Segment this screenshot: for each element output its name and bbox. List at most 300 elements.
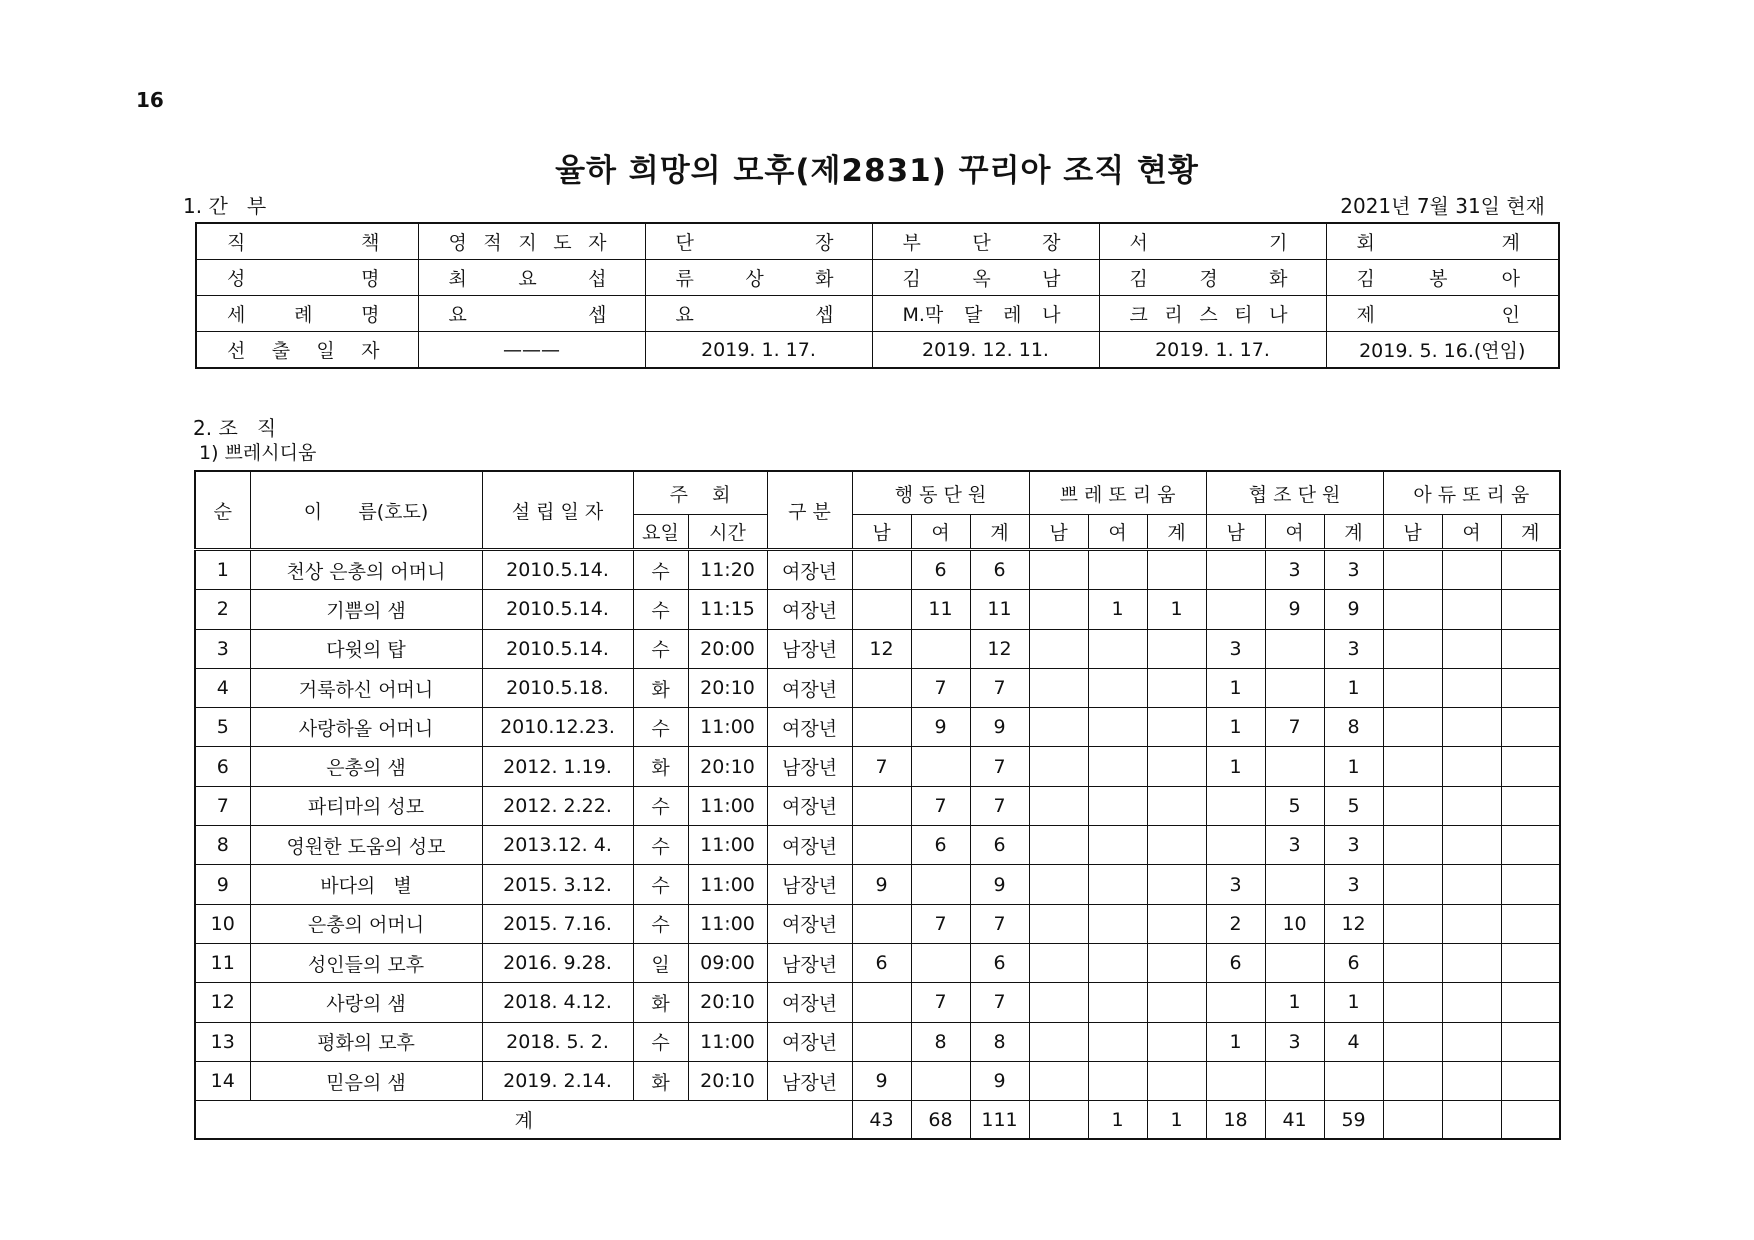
table-cell: 20:10 [688,983,767,1022]
table-cell [1501,590,1560,629]
table-cell [1265,629,1324,668]
officers-election-date-row [196,332,1559,369]
table-cell [1088,747,1147,786]
total-cell: 111 [970,1101,1029,1140]
table-cell [1442,943,1501,982]
table-cell: 3 [1324,826,1383,865]
table-cell: 2013.12. 4. [482,826,633,865]
table-cell: 4 [195,668,250,707]
table-cell [1265,1061,1324,1100]
table-row [195,550,1560,590]
table-cell [1147,668,1206,707]
officers-cell: 요 셉 [418,296,645,332]
total-cell [1442,1101,1501,1140]
table-cell [911,865,970,904]
table-cell [1029,550,1088,590]
table-cell: 3 [1206,629,1265,668]
table-cell [1029,747,1088,786]
table-row [195,786,1560,825]
table-cell: 다윗의 탑 [250,629,482,668]
table-cell [1147,786,1206,825]
table-row [195,904,1560,943]
table-cell [1383,865,1442,904]
table-cell: 은총의 어머니 [250,904,482,943]
table-cell [1501,668,1560,707]
table-cell [1147,708,1206,747]
table-cell [1029,786,1088,825]
officers-table [195,222,1560,369]
header-sub-total: 계 [970,515,1029,550]
table-cell [1206,1061,1265,1100]
table-cell [1383,786,1442,825]
officers-cell: 김 옥 남 [872,260,1099,296]
table-cell [1501,904,1560,943]
total-cell: 41 [1265,1101,1324,1140]
officers-cell: 요 셉 [645,296,872,332]
table-cell: 2019. 2.14. [482,1061,633,1100]
table-cell [1383,904,1442,943]
table-cell [1265,668,1324,707]
table-cell: 화 [633,668,688,707]
table-cell: 바다의 별 [250,865,482,904]
header-sub-female: 여 [1265,515,1324,550]
table-cell: 사랑의 샘 [250,983,482,1022]
table-cell: 2018. 4.12. [482,983,633,1022]
table-cell [852,1022,911,1061]
praesidium-table [194,470,1561,1140]
table-cell [1501,1061,1560,1100]
table-cell [1029,1061,1088,1100]
table-cell: 11:00 [688,904,767,943]
table-cell: 11:20 [688,550,767,590]
officers-cell: 영 적 지 도 자 [418,223,645,260]
officers-cell: 2019. 12. 11. [872,332,1099,369]
table-cell [1442,786,1501,825]
table-cell: 믿음의 샘 [250,1061,482,1100]
table-cell: 3 [1265,1022,1324,1061]
table-cell [1206,786,1265,825]
table-cell: 7 [970,904,1029,943]
officers-row-label: 성 명 [196,260,418,296]
table-cell [1147,983,1206,1022]
officers-row-label: 세 례 명 [196,296,418,332]
total-cell: 68 [911,1101,970,1140]
table-cell: 7 [1265,708,1324,747]
table-cell: 6 [852,943,911,982]
table-row [195,1022,1560,1061]
table-cell: 남장년 [767,865,852,904]
table-cell: 여장년 [767,904,852,943]
officers-cell: 김 경 화 [1099,260,1326,296]
table-cell [852,708,911,747]
table-cell: 20:10 [688,1061,767,1100]
table-cell: 1 [1324,983,1383,1022]
header-sub-total: 계 [1324,515,1383,550]
table-row [195,865,1560,904]
table-cell: 7 [970,786,1029,825]
officers-cell: 2019. 1. 17. [645,332,872,369]
table-cell: 1 [1147,590,1206,629]
table-cell: 수 [633,826,688,865]
table-cell [1383,590,1442,629]
table-cell [1029,668,1088,707]
table-cell [911,747,970,786]
table-cell [1501,983,1560,1022]
table-cell [1501,629,1560,668]
table-cell: 2012. 1.19. [482,747,633,786]
table-cell: 8 [970,1022,1029,1061]
officers-name-row [196,260,1559,296]
header-founded: 설 립 일 자 [482,471,633,550]
table-cell: 9 [852,1061,911,1100]
table-cell [911,629,970,668]
table-cell: 여장년 [767,590,852,629]
table-cell: 10 [195,904,250,943]
table-cell: 3 [1265,826,1324,865]
header-time: 시간 [688,515,767,550]
total-cell: 43 [852,1101,911,1140]
officers-cell: 류 상 화 [645,260,872,296]
table-cell [1442,865,1501,904]
table-cell [1383,826,1442,865]
table-cell: 1 [1324,747,1383,786]
table-cell: 화 [633,747,688,786]
table-cell [1501,1022,1560,1061]
total-cell [1029,1101,1088,1140]
table-cell [1029,708,1088,747]
table-cell: 은총의 샘 [250,747,482,786]
subsection-praesidium-label: 1) 쁘레시디움 [199,442,317,464]
table-cell: 9 [970,708,1029,747]
table-cell [1442,904,1501,943]
table-cell: 2012. 2.22. [482,786,633,825]
table-cell: 12 [970,629,1029,668]
table-cell [1029,983,1088,1022]
header-group-adjutorium: 아 듀 또 리 움 [1383,471,1560,515]
table-cell [1029,943,1088,982]
total-label: 계 [195,1101,852,1140]
table-cell [1442,550,1501,590]
table-cell: 1 [1088,590,1147,629]
officers-cell: ——— [418,332,645,369]
officers-baptismal-name-row [196,296,1559,332]
table-cell: 수 [633,1022,688,1061]
table-cell: 1 [1206,708,1265,747]
total-cell: 1 [1147,1101,1206,1140]
table-cell [1442,708,1501,747]
table-cell [1088,629,1147,668]
table-cell [1383,668,1442,707]
table-cell: 여장년 [767,1022,852,1061]
table-cell: 영원한 도움의 성모 [250,826,482,865]
table-cell [1088,708,1147,747]
table-cell [852,983,911,1022]
officers-cell: 최 요 섭 [418,260,645,296]
table-cell: 7 [911,983,970,1022]
table-row [195,629,1560,668]
table-cell: 1 [1206,1022,1265,1061]
header-sub-male: 남 [1383,515,1442,550]
table-cell [1088,826,1147,865]
table-cell: 12 [195,983,250,1022]
table-cell: 2010.5.14. [482,550,633,590]
table-cell: 2 [1206,904,1265,943]
table-cell [852,904,911,943]
table-cell: 거룩하신 어머니 [250,668,482,707]
table-cell: 9 [1324,590,1383,629]
table-cell [1442,826,1501,865]
table-cell: 5 [1265,786,1324,825]
header-sub-male: 남 [1029,515,1088,550]
table-cell [1442,983,1501,1022]
table-cell: 11 [911,590,970,629]
table-cell: 여장년 [767,786,852,825]
table-cell [1383,1061,1442,1100]
table-cell: 5 [1324,786,1383,825]
table-cell: 7 [911,904,970,943]
table-cell [1383,708,1442,747]
table-cell [852,826,911,865]
table-row [195,708,1560,747]
table-cell: 7 [970,668,1029,707]
header-sub-female: 여 [911,515,970,550]
table-cell [1088,983,1147,1022]
table-cell: 3 [195,629,250,668]
header-type: 구 분 [767,471,852,550]
total-cell [1383,1101,1442,1140]
header-name: 이 름(호도) [250,471,482,550]
table-cell: 1 [1206,668,1265,707]
table-cell: 여장년 [767,708,852,747]
table-cell: 사랑하올 어머니 [250,708,482,747]
table-cell: 6 [970,826,1029,865]
table-cell: 여장년 [767,826,852,865]
table-row [195,590,1560,629]
header-sub-female: 여 [1442,515,1501,550]
as-of-date: 2021년 7월 31일 현재 [1340,194,1545,218]
table-cell [1147,1061,1206,1100]
table-row [195,943,1560,982]
page-number: 16 [136,88,164,112]
table-cell: 남장년 [767,747,852,786]
table-row [195,668,1560,707]
officers-cell: 부 단 장 [872,223,1099,260]
section-organization-label: 2. 조 직 [193,416,277,440]
table-cell [1383,629,1442,668]
header-sub-total: 계 [1147,515,1206,550]
table-cell [1501,708,1560,747]
table-cell [1088,1022,1147,1061]
table-cell: 13 [195,1022,250,1061]
total-cell: 18 [1206,1101,1265,1140]
total-cell: 59 [1324,1101,1383,1140]
header-sub-total: 계 [1501,515,1560,550]
table-row [195,826,1560,865]
table-cell [1442,668,1501,707]
officers-cell: M.막 달 레 나 [872,296,1099,332]
table-cell: 3 [1324,865,1383,904]
table-cell: 3 [1324,629,1383,668]
table-cell: 6 [911,550,970,590]
table-cell [1088,904,1147,943]
table-cell [1265,747,1324,786]
table-cell: 수 [633,708,688,747]
header-group-active: 행 동 단 원 [852,471,1029,515]
table-cell: 11:00 [688,865,767,904]
table-cell [1088,550,1147,590]
officers-row-label: 직 책 [196,223,418,260]
table-cell: 수 [633,629,688,668]
table-cell: 09:00 [688,943,767,982]
table-cell [1383,1022,1442,1061]
table-cell: 일 [633,943,688,982]
table-cell [1206,983,1265,1022]
table-row [195,983,1560,1022]
table-cell: 9 [911,708,970,747]
table-cell: 7 [970,983,1029,1022]
table-cell: 14 [195,1061,250,1100]
table-cell: 8 [195,826,250,865]
total-cell: 1 [1088,1101,1147,1140]
table-cell [1029,865,1088,904]
table-cell [1206,590,1265,629]
table-cell: 6 [911,826,970,865]
table-cell [1088,1061,1147,1100]
table-cell: 6 [1206,943,1265,982]
table-cell: 2018. 5. 2. [482,1022,633,1061]
table-cell: 12 [852,629,911,668]
table-cell: 평화의 모후 [250,1022,482,1061]
table-cell [1383,943,1442,982]
total-row [195,1101,1560,1140]
officers-cell: 제 인 [1326,296,1559,332]
table-cell: 성인들의 모후 [250,943,482,982]
table-cell [852,668,911,707]
table-cell [1147,826,1206,865]
officers-cell: 2019. 1. 17. [1099,332,1326,369]
table-cell [1029,826,1088,865]
header-group-auxiliary: 협 조 단 원 [1206,471,1383,515]
table-cell [1206,826,1265,865]
table-cell: 2015. 7.16. [482,904,633,943]
table-cell: 수 [633,865,688,904]
table-cell [1265,943,1324,982]
table-cell [1147,747,1206,786]
table-cell: 5 [195,708,250,747]
table-cell: 11:00 [688,1022,767,1061]
table-cell [1147,943,1206,982]
table-cell: 8 [911,1022,970,1061]
table-cell [1383,550,1442,590]
table-cell: 9 [1265,590,1324,629]
table-cell: 7 [970,747,1029,786]
header-sub-male: 남 [852,515,911,550]
officers-cell: 서 기 [1099,223,1326,260]
table-cell: 파티마의 성모 [250,786,482,825]
table-cell [1442,1022,1501,1061]
table-cell: 2010.5.18. [482,668,633,707]
section-officers-label: 1. 간 부 [183,194,267,218]
table-cell: 1 [1206,747,1265,786]
table-cell [1147,865,1206,904]
table-cell: 3 [1324,550,1383,590]
table-cell: 20:10 [688,668,767,707]
table-cell: 9 [970,1061,1029,1100]
table-cell: 2010.12.23. [482,708,633,747]
table-cell: 1 [195,550,250,590]
table-cell: 2010.5.14. [482,629,633,668]
table-cell: 9 [970,865,1029,904]
table-cell [1442,1061,1501,1100]
table-cell [1501,865,1560,904]
table-cell: 11:00 [688,708,767,747]
table-cell [852,590,911,629]
officers-cell: 회 계 [1326,223,1559,260]
table-cell [1383,747,1442,786]
table-cell: 7 [911,668,970,707]
table-cell [1501,943,1560,982]
table-cell [1324,1061,1383,1100]
table-cell: 수 [633,786,688,825]
table-cell [1265,865,1324,904]
table-cell: 3 [1206,865,1265,904]
table-cell [1442,747,1501,786]
table-cell: 여장년 [767,983,852,1022]
table-cell: 6 [1324,943,1383,982]
table-cell: 1 [1324,668,1383,707]
table-cell [1147,550,1206,590]
table-cell [1029,1022,1088,1061]
table-cell [1147,629,1206,668]
table-cell: 3 [1265,550,1324,590]
header-no: 순 [195,471,250,550]
table-cell: 1 [1265,983,1324,1022]
table-cell: 6 [970,943,1029,982]
table-cell [1501,826,1560,865]
table-cell: 12 [1324,904,1383,943]
table-cell [1029,904,1088,943]
officers-cell: 김 봉 아 [1326,260,1559,296]
header-weekly-meeting: 주 회 [633,471,767,515]
table-cell [911,1061,970,1100]
table-cell: 11:00 [688,826,767,865]
header-sub-female: 여 [1088,515,1147,550]
table-cell: 11:00 [688,786,767,825]
table-cell: 7 [195,786,250,825]
officers-cell: 단 장 [645,223,872,260]
table-cell: 6 [970,550,1029,590]
table-cell: 7 [911,786,970,825]
table-cell [1088,786,1147,825]
table-cell: 2010.5.14. [482,590,633,629]
table-cell [1147,904,1206,943]
table-cell: 수 [633,904,688,943]
table-cell: 4 [1324,1022,1383,1061]
table-row [195,747,1560,786]
table-cell: 남장년 [767,629,852,668]
table-cell [1206,550,1265,590]
header-row-1 [195,471,1560,515]
table-cell [1442,590,1501,629]
table-cell: 9 [195,865,250,904]
table-cell: 여장년 [767,550,852,590]
officers-cell: 2019. 5. 16.(연임) [1326,332,1559,369]
table-cell: 6 [195,747,250,786]
table-cell: 20:00 [688,629,767,668]
table-cell: 수 [633,590,688,629]
table-cell: 남장년 [767,1061,852,1100]
table-cell [911,943,970,982]
